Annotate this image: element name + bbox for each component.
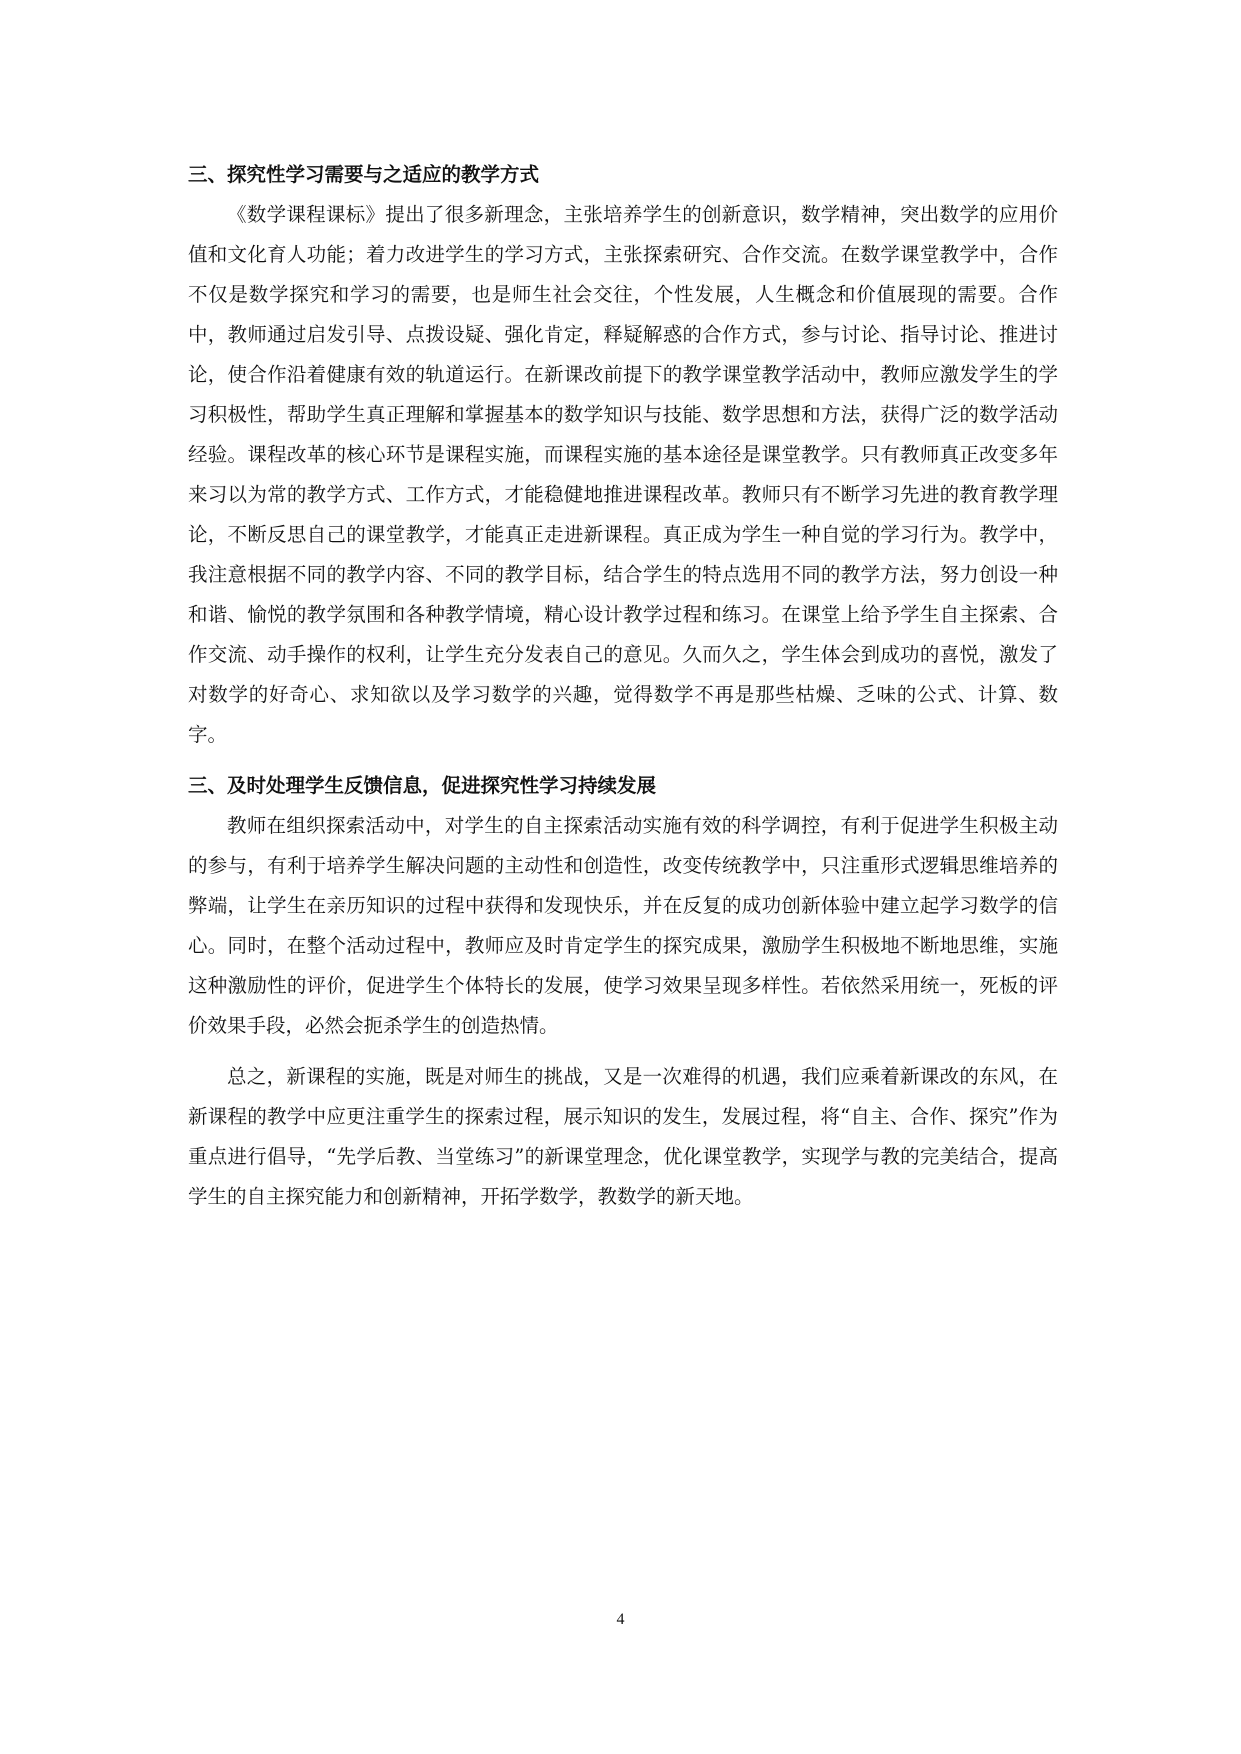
paragraph-conclusion: 总之，新课程的实施，既是对师生的挑战，又是一次难得的机遇，我们应乘着新课改的东风，在新课程的教学中应更注重学生的探索过程，展示知识的发生，发展过程，将“自主、合作、探究”作为重点进行倡导，“先学后教、当堂练习”的新课堂理念，优化课堂教学，实现学与教的完美结合，提高学生的自主探究能力和创新精神，开拓学数学，教数学的新天地。 bbox=[188, 1065, 1058, 1208]
document-body bbox=[188, 155, 1058, 1217]
paragraph-teaching-methods: 《数学课程课标》提出了很多新理念，主张培养学生的创新意识，数学精神，突出数学的应用价值和文化育人功能；着力改进学生的学习方式，主张探索研究、合作交流。在数学课堂教学中，合作不仅是数学探究和学习的需要，也是师生社会交往，个性发展，人生概念和价值展现的需要。合作中，教师通过启发引导、点拨设疑、强化肯定，释疑解惑的合作方式，参与讨论、指导讨论、推进讨论，使合作沿着健康有效的轨道运行。在新课改前提下的教学课堂教学活动中，教师应激发学生的学习积极性，帮助学生真正理解和掌握基本的数学知识与技能、数学思想和方法，获得广泛的数学活动经验。课程改革的核心环节是课程实施，而课程实施的基本途径是课堂教学。只有教师真正改变多年来习以为常的教学方式、工作方式，才能稳健地推进课程改革。教师只有不断学习先进的教育教学理论，不断反思自己的课堂教学，才能真正走进新课程。真正成为学生一种自觉的学习行为。教学中，我注意根据不同的教学内容、不同的教学目标，结合学生的特点选用不同的教学方法，努力创设一种和谐、愉悦的教学氛围和各种教学情境，精心设计教学过程和练习。在课堂上给予学生自主探索、合作交流、动手操作的权利，让学生充分发表自己的意见。久而久之，学生体会到成功的喜悦，激发了对数学的好奇心、求知欲以及学习数学的兴趣，觉得数学不再是那些枯燥、乏味的公式、计算、数字。 bbox=[188, 203, 1058, 746]
paragraph-feedback: 教师在组织探索活动中，对学生的自主探索活动实施有效的科学调控，有利于促进学生积极主动的参与，有利于培养学生解决问题的主动性和创造性，改变传统教学中，只注重形式逻辑思维培养的弊端，让学生在亲历知识的过程中获得和发现快乐，并在反复的成功创新体验中建立起学习数学的信心。同时，在整个活动过程中，教师应及时肯定学生的探究成果，激励学生积极地不断地思维，实施这种激励性的评价，促进学生个体特长的发展，使学习效果呈现多样性。若依然采用统一，死板的评价效果手段，必然会扼杀学生的创造热情。 bbox=[188, 814, 1058, 1037]
section-heading-teaching-methods: 三、探究性学习需要与之适应的教学方式 bbox=[188, 163, 540, 186]
section-heading-feedback: 三、及时处理学生反馈信息，促进探究性学习持续发展 bbox=[188, 774, 657, 797]
page-number: 4 bbox=[616, 1611, 625, 1628]
